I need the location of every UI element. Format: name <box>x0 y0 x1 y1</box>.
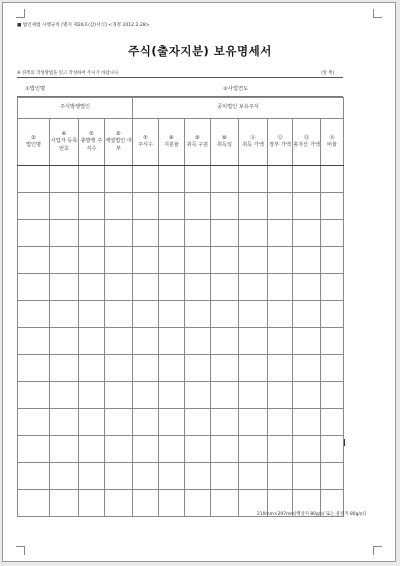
entry-cell[interactable] <box>159 193 185 220</box>
entry-cell[interactable] <box>133 436 159 463</box>
entry-cell[interactable] <box>105 247 133 274</box>
entry-cell[interactable] <box>321 382 344 409</box>
column-header <box>268 119 293 166</box>
entry-cell[interactable] <box>18 166 50 193</box>
entry-cell[interactable] <box>239 301 268 328</box>
entry-cell[interactable] <box>185 274 211 301</box>
column-label: 지분율 <box>163 142 180 148</box>
entry-cell[interactable] <box>79 166 105 193</box>
entry-cell[interactable] <box>105 328 133 355</box>
form-page <box>2 2 396 562</box>
table-row <box>18 463 344 490</box>
entry-cell[interactable] <box>268 436 293 463</box>
entry-cell[interactable] <box>321 220 344 247</box>
entry-cell[interactable] <box>159 328 185 355</box>
column-label: 취득일 <box>216 142 233 148</box>
instruction-notice: ※ 뒤쪽의 작성방법을 읽고 작성하여 주시기 바랍니다. <box>17 71 120 76</box>
entry-cell[interactable] <box>79 355 105 382</box>
entry-cell[interactable] <box>211 490 239 517</box>
entry-cell[interactable] <box>321 247 344 274</box>
document-title: 주식(출자지분) 보유명세서 <box>128 44 272 58</box>
entry-cell[interactable] <box>79 436 105 463</box>
entry-cell[interactable] <box>105 463 133 490</box>
column-header <box>211 119 239 166</box>
column-header <box>185 119 211 166</box>
entry-cell[interactable] <box>239 220 268 247</box>
entry-cell[interactable] <box>321 328 344 355</box>
column-number: ⑤ <box>89 131 94 138</box>
holdings-group-header: 공익법인 보유주식 <box>133 98 344 119</box>
column-label: 취득 구분 <box>186 142 209 148</box>
entry-cell[interactable] <box>105 355 133 382</box>
entry-cell[interactable] <box>293 220 321 247</box>
entry-cell[interactable] <box>268 328 293 355</box>
entry-cell[interactable] <box>133 166 159 193</box>
column-label: 법인명 <box>25 142 42 148</box>
entry-cell[interactable] <box>50 409 79 436</box>
entry-cell[interactable] <box>159 355 185 382</box>
entry-cell[interactable] <box>79 490 105 517</box>
entry-cell[interactable] <box>133 490 159 517</box>
entry-cell[interactable] <box>268 247 293 274</box>
column-label: 총발행 주식수 <box>80 138 103 152</box>
entry-cell[interactable] <box>321 436 344 463</box>
entry-cell[interactable] <box>18 490 50 517</box>
column-number: ⑬ <box>303 134 310 141</box>
table-row <box>18 355 344 382</box>
table-row <box>18 166 344 193</box>
table-row <box>18 247 344 274</box>
entry-cell[interactable] <box>79 463 105 490</box>
entry-cell[interactable] <box>133 247 159 274</box>
entry-cell[interactable] <box>159 301 185 328</box>
entry-cell[interactable] <box>185 301 211 328</box>
entry-cell[interactable] <box>321 274 344 301</box>
table-row <box>18 193 344 220</box>
table-row <box>18 220 344 247</box>
entry-cell[interactable] <box>133 328 159 355</box>
entry-cell[interactable] <box>105 436 133 463</box>
holdings-table <box>17 97 344 517</box>
entry-cell[interactable] <box>79 247 105 274</box>
entry-cell[interactable] <box>79 328 105 355</box>
entry-cell[interactable] <box>18 409 50 436</box>
table-row <box>18 274 344 301</box>
entry-cell[interactable] <box>321 355 344 382</box>
business-year-label: ②사업연도 <box>223 86 249 92</box>
crop-mark-bottom-right <box>373 546 382 555</box>
entry-cell[interactable] <box>79 193 105 220</box>
entry-cell[interactable] <box>268 274 293 301</box>
entry-cell[interactable] <box>293 436 321 463</box>
entry-cell[interactable] <box>211 409 239 436</box>
entry-cell[interactable] <box>211 355 239 382</box>
table-row <box>18 409 344 436</box>
column-number: ⑨ <box>195 134 200 141</box>
entry-cell[interactable] <box>50 490 79 517</box>
entry-cell[interactable] <box>321 409 344 436</box>
column-label: 비율 <box>326 142 338 148</box>
column-label: 취득 가액 <box>242 142 264 148</box>
entry-cell[interactable] <box>159 409 185 436</box>
entry-cell[interactable] <box>79 220 105 247</box>
entry-cell[interactable] <box>293 463 321 490</box>
entry-cell[interactable] <box>239 328 268 355</box>
entry-cell[interactable] <box>185 463 211 490</box>
entry-cell[interactable] <box>50 193 79 220</box>
entry-cell[interactable] <box>268 193 293 220</box>
column-header <box>239 119 268 166</box>
entry-cell[interactable] <box>239 247 268 274</box>
column-number: ⑦ <box>143 134 148 141</box>
entry-cell[interactable] <box>185 328 211 355</box>
entry-cell[interactable] <box>268 301 293 328</box>
entry-cell[interactable] <box>18 220 50 247</box>
column-number: ⑫ <box>277 134 283 141</box>
entry-cell[interactable] <box>159 220 185 247</box>
entry-cell[interactable] <box>159 166 185 193</box>
entry-cell[interactable] <box>239 463 268 490</box>
entry-cell[interactable] <box>239 409 268 436</box>
entry-cell[interactable] <box>105 409 133 436</box>
entry-cell[interactable] <box>159 247 185 274</box>
entry-cell[interactable] <box>18 436 50 463</box>
entry-cell[interactable] <box>185 355 211 382</box>
law-reference: ■ 법인세법 시행규칙 [별지 제26호(갑)서식] <개정 2012.2.28> <box>17 23 150 28</box>
column-header <box>18 119 50 166</box>
entry-cell[interactable] <box>133 409 159 436</box>
corp-name-label: ①법인명 <box>25 86 46 92</box>
entry-cell[interactable] <box>211 220 239 247</box>
entry-cell[interactable] <box>18 463 50 490</box>
entry-cell[interactable] <box>159 274 185 301</box>
entry-cell[interactable] <box>133 193 159 220</box>
entry-cell[interactable] <box>293 409 321 436</box>
paper-spec-note: 210mm×297mm[백상지 80g/㎡ 또는 중질지 80g/㎡] <box>257 512 366 517</box>
entry-cell[interactable] <box>18 355 50 382</box>
column-number: ③ <box>31 134 36 141</box>
entry-cell[interactable] <box>321 463 344 490</box>
entry-cell[interactable] <box>293 166 321 193</box>
column-number: ⑧ <box>169 134 174 141</box>
entry-cell[interactable] <box>239 274 268 301</box>
entry-cell[interactable] <box>133 301 159 328</box>
entry-cell[interactable] <box>79 301 105 328</box>
entry-cell[interactable] <box>268 355 293 382</box>
column-header <box>321 119 344 166</box>
entry-cell[interactable] <box>105 193 133 220</box>
entry-cell[interactable] <box>293 247 321 274</box>
entry-cell[interactable] <box>105 490 133 517</box>
column-header <box>133 119 159 166</box>
entry-cell[interactable] <box>50 463 79 490</box>
entry-cell[interactable] <box>211 328 239 355</box>
entry-cell[interactable] <box>105 220 133 247</box>
entry-cell[interactable] <box>159 382 185 409</box>
column-label: 총자산 가액 <box>293 142 320 148</box>
entry-cell[interactable] <box>50 328 79 355</box>
entry-cell[interactable] <box>105 301 133 328</box>
column-number: ⑭ <box>329 134 335 141</box>
entry-cell[interactable] <box>50 301 79 328</box>
entry-cell[interactable] <box>185 382 211 409</box>
entry-cell[interactable] <box>79 274 105 301</box>
entry-cell[interactable] <box>293 301 321 328</box>
entry-cell[interactable] <box>239 355 268 382</box>
entry-cell[interactable] <box>211 463 239 490</box>
entry-cell[interactable] <box>293 382 321 409</box>
entry-cell[interactable] <box>105 274 133 301</box>
entry-cell[interactable] <box>293 355 321 382</box>
entry-cell[interactable] <box>239 193 268 220</box>
entry-cell[interactable] <box>211 274 239 301</box>
entry-cell[interactable] <box>50 166 79 193</box>
entry-cell[interactable] <box>211 382 239 409</box>
entry-cell[interactable] <box>133 355 159 382</box>
entry-cell[interactable] <box>185 166 211 193</box>
entry-cell[interactable] <box>268 463 293 490</box>
entry-cell[interactable] <box>159 463 185 490</box>
entry-cell[interactable] <box>159 436 185 463</box>
entry-cell[interactable] <box>239 166 268 193</box>
column-header <box>159 119 185 166</box>
entry-cell[interactable] <box>321 166 344 193</box>
entry-cell[interactable] <box>159 490 185 517</box>
entry-cell[interactable] <box>293 328 321 355</box>
entry-cell[interactable] <box>105 382 133 409</box>
table-row <box>18 436 344 463</box>
entry-cell[interactable] <box>79 409 105 436</box>
entry-cell[interactable] <box>268 382 293 409</box>
column-number: ⑥ <box>116 131 121 138</box>
column-header <box>50 119 79 166</box>
entry-cell[interactable] <box>50 355 79 382</box>
entry-cell[interactable] <box>268 409 293 436</box>
entry-cell[interactable] <box>268 166 293 193</box>
entry-cell[interactable] <box>50 436 79 463</box>
entry-cell[interactable] <box>211 301 239 328</box>
entry-cell[interactable] <box>18 193 50 220</box>
entry-cell[interactable] <box>239 436 268 463</box>
column-label: 장부 가액 <box>269 142 291 148</box>
entry-cell[interactable] <box>133 274 159 301</box>
column-header <box>293 119 321 166</box>
column-header <box>79 119 105 166</box>
entry-cell[interactable] <box>185 220 211 247</box>
column-label: 주식수 <box>137 142 154 148</box>
column-header <box>105 119 133 166</box>
issuer-group-header: 주식발행법인 <box>18 98 133 119</box>
entry-cell[interactable] <box>18 328 50 355</box>
entry-cell[interactable] <box>50 274 79 301</box>
entry-cell[interactable] <box>50 247 79 274</box>
column-label: 계열법인 여부 <box>105 138 132 152</box>
entry-cell[interactable] <box>211 436 239 463</box>
entry-cell[interactable] <box>18 301 50 328</box>
entry-cell[interactable] <box>293 193 321 220</box>
table-row <box>18 301 344 328</box>
column-number: ⑩ <box>222 134 227 141</box>
crop-mark-bottom-left <box>16 546 25 555</box>
entry-cell[interactable] <box>18 274 50 301</box>
crop-mark-top-left <box>16 9 25 18</box>
entry-cell[interactable] <box>185 247 211 274</box>
entry-cell[interactable] <box>50 382 79 409</box>
entry-cell[interactable] <box>18 382 50 409</box>
entry-cell[interactable] <box>133 382 159 409</box>
column-number: ④ <box>61 131 67 138</box>
entry-cell[interactable] <box>211 193 239 220</box>
entry-cell[interactable] <box>18 247 50 274</box>
corp-info-row <box>17 77 343 97</box>
table-row <box>18 328 344 355</box>
entry-cell[interactable] <box>321 301 344 328</box>
crop-mark-top-right <box>373 9 382 18</box>
entry-cell[interactable] <box>185 436 211 463</box>
entry-cell[interactable] <box>293 274 321 301</box>
entry-cell[interactable] <box>185 409 211 436</box>
column-number: ⑪ <box>250 134 256 141</box>
entry-cell[interactable] <box>133 463 159 490</box>
entry-cell[interactable] <box>268 220 293 247</box>
page-side-label: (앞 쪽) <box>321 71 335 76</box>
entry-cell[interactable] <box>133 220 159 247</box>
entry-cell[interactable] <box>211 166 239 193</box>
entry-cell[interactable] <box>105 166 133 193</box>
entry-cell[interactable] <box>321 193 344 220</box>
column-label: 사업자 등록번호 <box>50 138 78 152</box>
entry-cell[interactable] <box>211 247 239 274</box>
entry-cell[interactable] <box>185 193 211 220</box>
entry-cell[interactable] <box>50 220 79 247</box>
entry-cell[interactable] <box>79 382 105 409</box>
entry-cell[interactable] <box>185 490 211 517</box>
entry-cell[interactable] <box>239 382 268 409</box>
table-row <box>18 382 344 409</box>
